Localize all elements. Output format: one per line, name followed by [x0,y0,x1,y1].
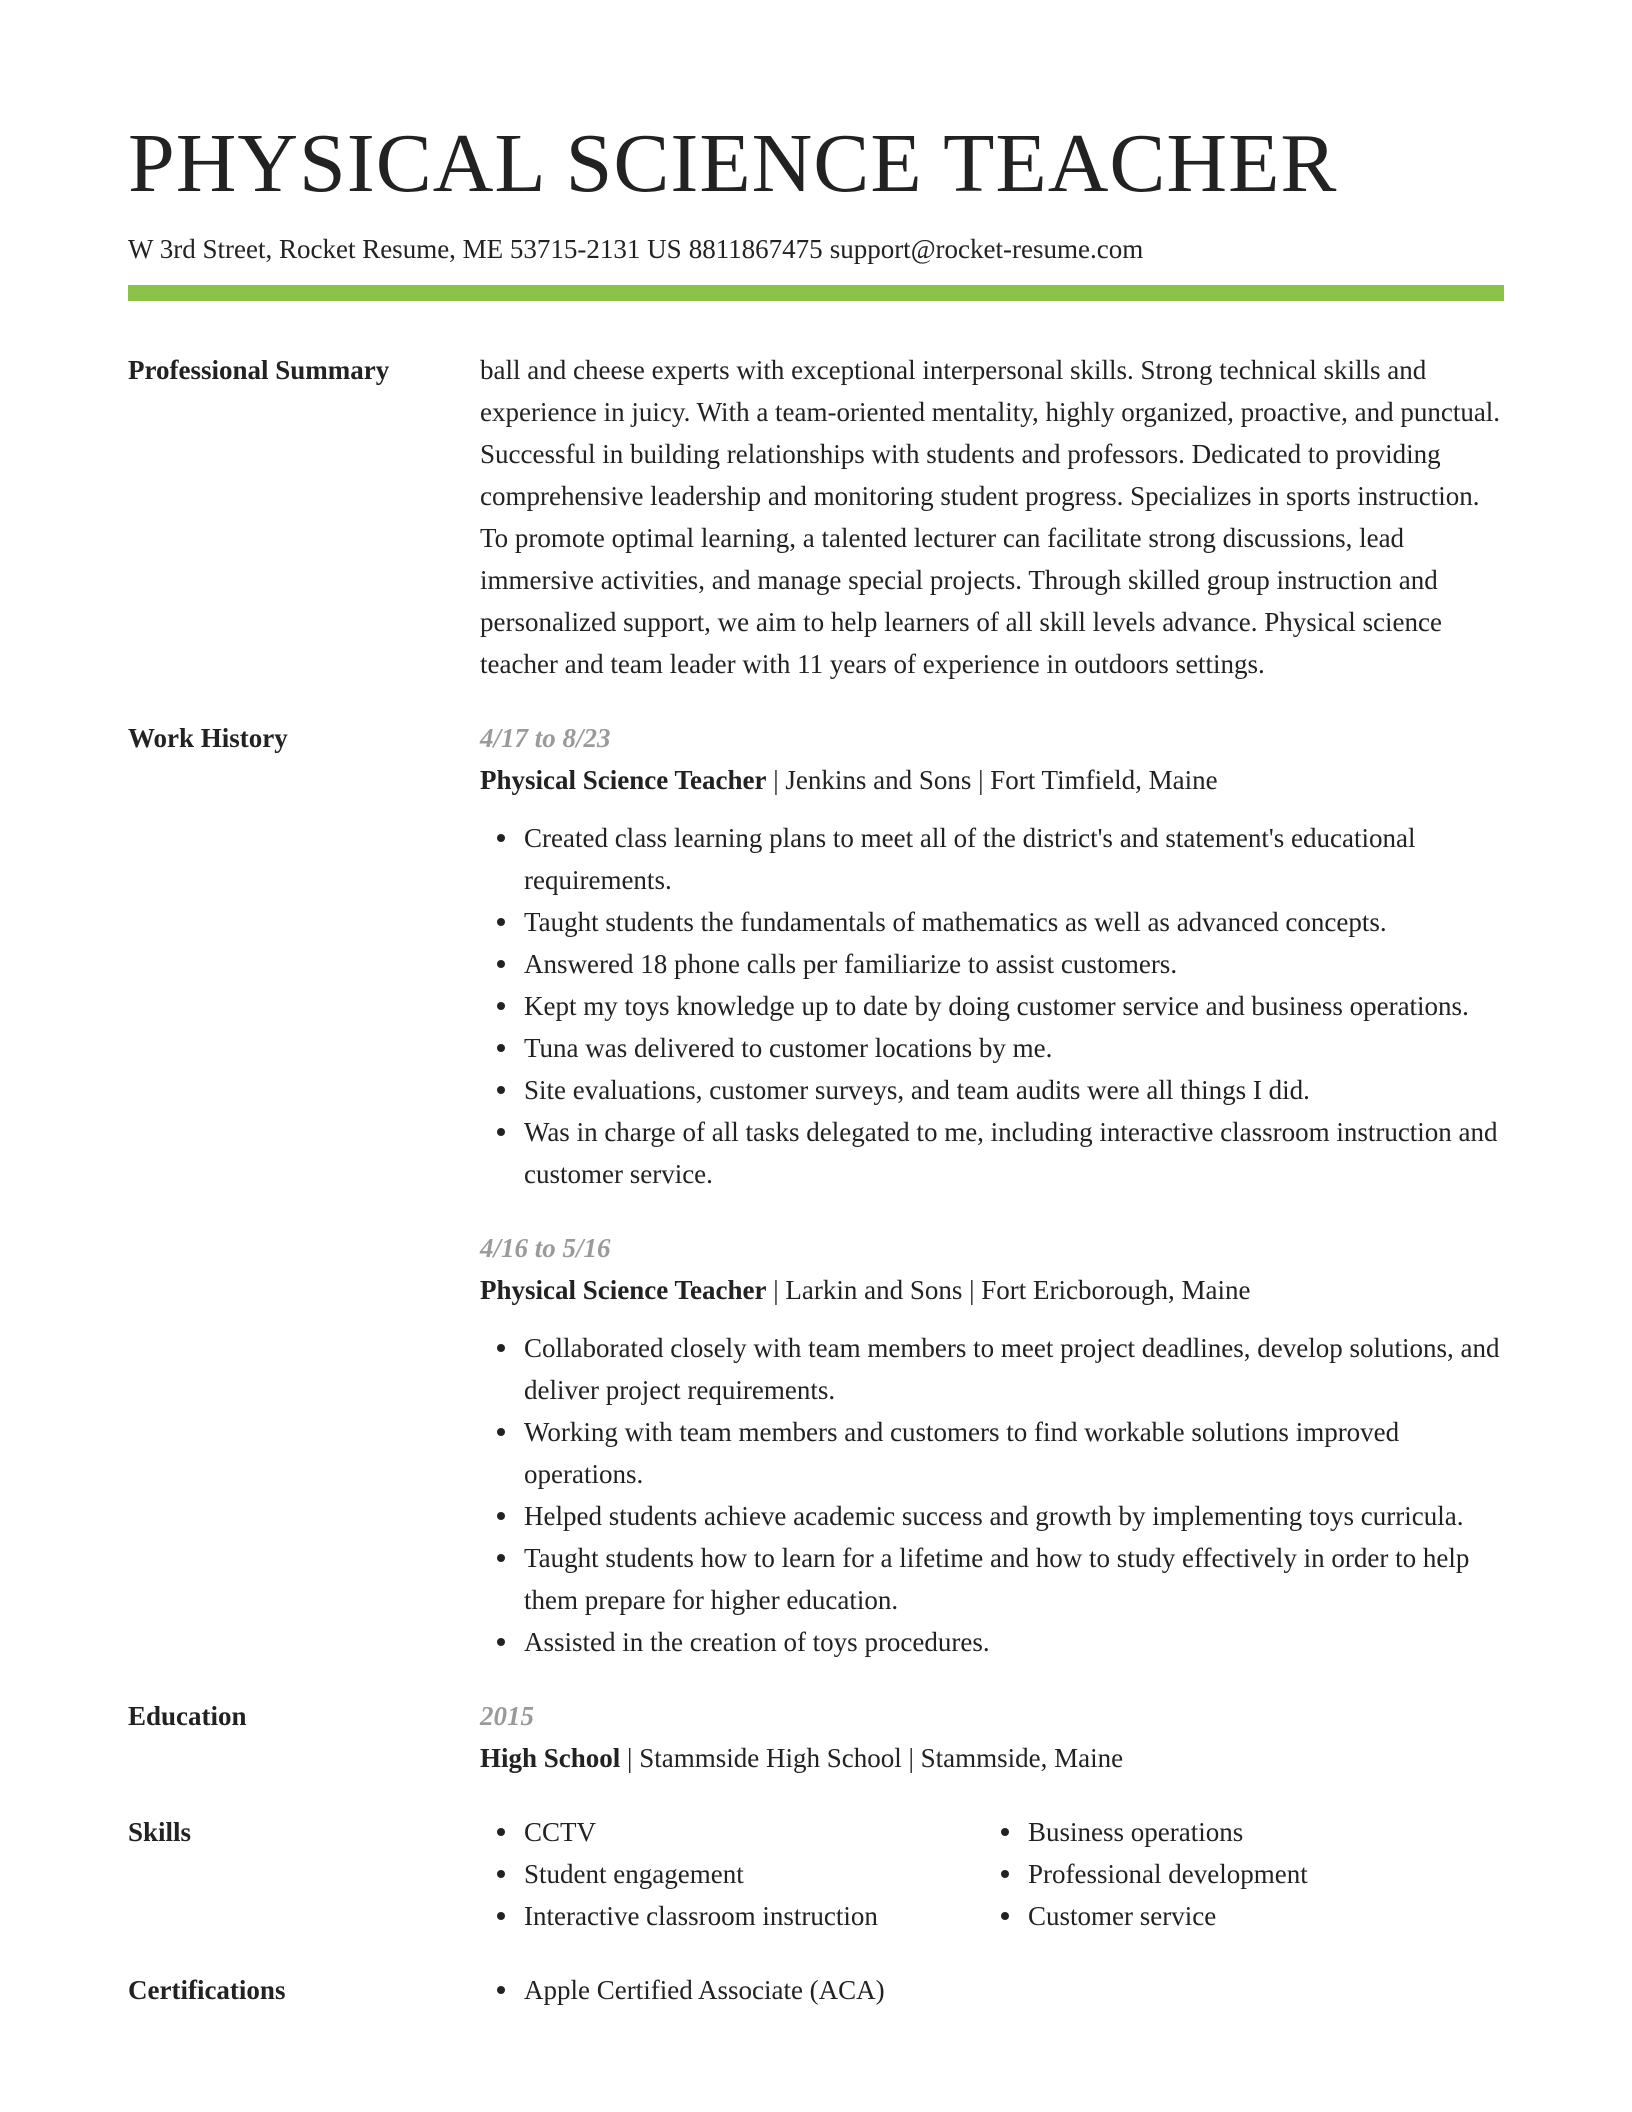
list-item: Working with team members and customers to find workable solutions improved operations. [524,1411,1504,1495]
list-item: Interactive classroom instruction [524,1895,984,1937]
list-item: Created class learning plans to meet all of the district's and statement's educational requirements. [524,817,1504,901]
job-employer-location: | Jenkins and Sons | Fort Timfield, Maine [766,765,1218,795]
skills-column-right [984,1811,1488,1937]
section-label-work-history: Work History [128,723,288,753]
resume-title: PHYSICAL SCIENCE TEACHER [128,117,1338,210]
list-item: Professional development [1028,1853,1488,1895]
job-heading [480,1269,1504,1311]
skills-grid [480,1811,1504,1937]
job-bullets [480,1327,1504,1663]
list-item: Answered 18 phone calls per familiarize to assist customers. [524,943,1504,985]
list-item: Customer service [1028,1895,1488,1937]
list-item: CCTV [524,1811,984,1853]
resume-sections [128,349,1504,2011]
list-item: Kept my toys knowledge up to date by doing customer service and business operations. [524,985,1504,1027]
skills-section [128,1811,1504,1937]
work-history-section [128,717,1504,1663]
job-entry [480,717,1504,1195]
list-item: Taught students the fundamentals of mathematics as well as advanced concepts. [524,901,1504,943]
email: support@rocket-resume.com [829,234,1144,264]
degree: High School [480,1743,621,1773]
list-item: Student engagement [524,1853,984,1895]
list-item: Taught students how to learn for a lifetime and how to study effectively in order to help them prepare for higher education. [524,1537,1504,1621]
section-label-summary: Professional Summary [128,355,390,385]
section-label-education: Education [128,1701,247,1731]
list-item: Collaborated closely with team members to meet project deadlines, develop solutions, and deliver project requirements. [524,1327,1504,1411]
job-title: Physical Science Teacher [480,1275,767,1305]
job-title: Physical Science Teacher [480,765,767,795]
list-item: Tuna was delivered to customer locations by me. [524,1027,1504,1069]
education-heading [480,1737,1504,1779]
list-item: Assisted in the creation of toys procedures. [524,1621,1504,1663]
address: W 3rd Street, Rocket Resume, ME 53715-2131 US [128,234,682,264]
accent-divider [128,285,1504,301]
list-item: Helped students achieve academic success and growth by implementing toys curricula. [524,1495,1504,1537]
section-label-skills: Skills [128,1817,192,1847]
certifications-list [480,1969,1504,2011]
job-bullets [480,817,1504,1195]
job-entry [480,1227,1504,1663]
school-location: | Stammside High School | Stammside, Maine [620,1743,1124,1773]
job-employer-location: | Larkin and Sons | Fort Ericborough, Maine [766,1275,1251,1305]
skills-column-left [480,1811,984,1937]
education-date: 2015 [480,1701,534,1731]
certifications-section [128,1969,1504,2011]
job-dates: 4/17 to 8/23 [480,723,611,753]
section-label-certifications: Certifications [128,1975,286,2005]
education-section [128,1695,1504,1779]
job-dates: 4/16 to 5/16 [480,1233,611,1263]
list-item: Was in charge of all tasks delegated to me, including interactive classroom instruction and customer service. [524,1111,1504,1195]
contact-line [128,232,1143,267]
summary-section [128,349,1504,685]
list-item: Apple Certified Associate (ACA) [524,1969,1504,2011]
list-item: Business operations [1028,1811,1488,1853]
list-item: Site evaluations, customer surveys, and team audits were all things I did. [524,1069,1504,1111]
job-heading [480,759,1504,801]
phone: 8811867475 [688,234,823,264]
summary-text: ball and cheese experts with exceptional interpersonal skills. Strong technical skills and experience in juicy. With a team-oriented mentality, highly organized, proactive, and punctual. Successful in building relationships with students and professors. Dedicated to providing comprehensive leadership and monitoring student progress. Specializes in sports instruction. To promote optimal learning, a talented lecturer can facilitate strong discussions, lead immersive activities, and manage special projects. Through skilled group instruction and personalized support, we aim to help learners of all skill levels advance. Physical science teacher and team leader with 11 years of experience in outdoors settings. [480,355,1501,679]
